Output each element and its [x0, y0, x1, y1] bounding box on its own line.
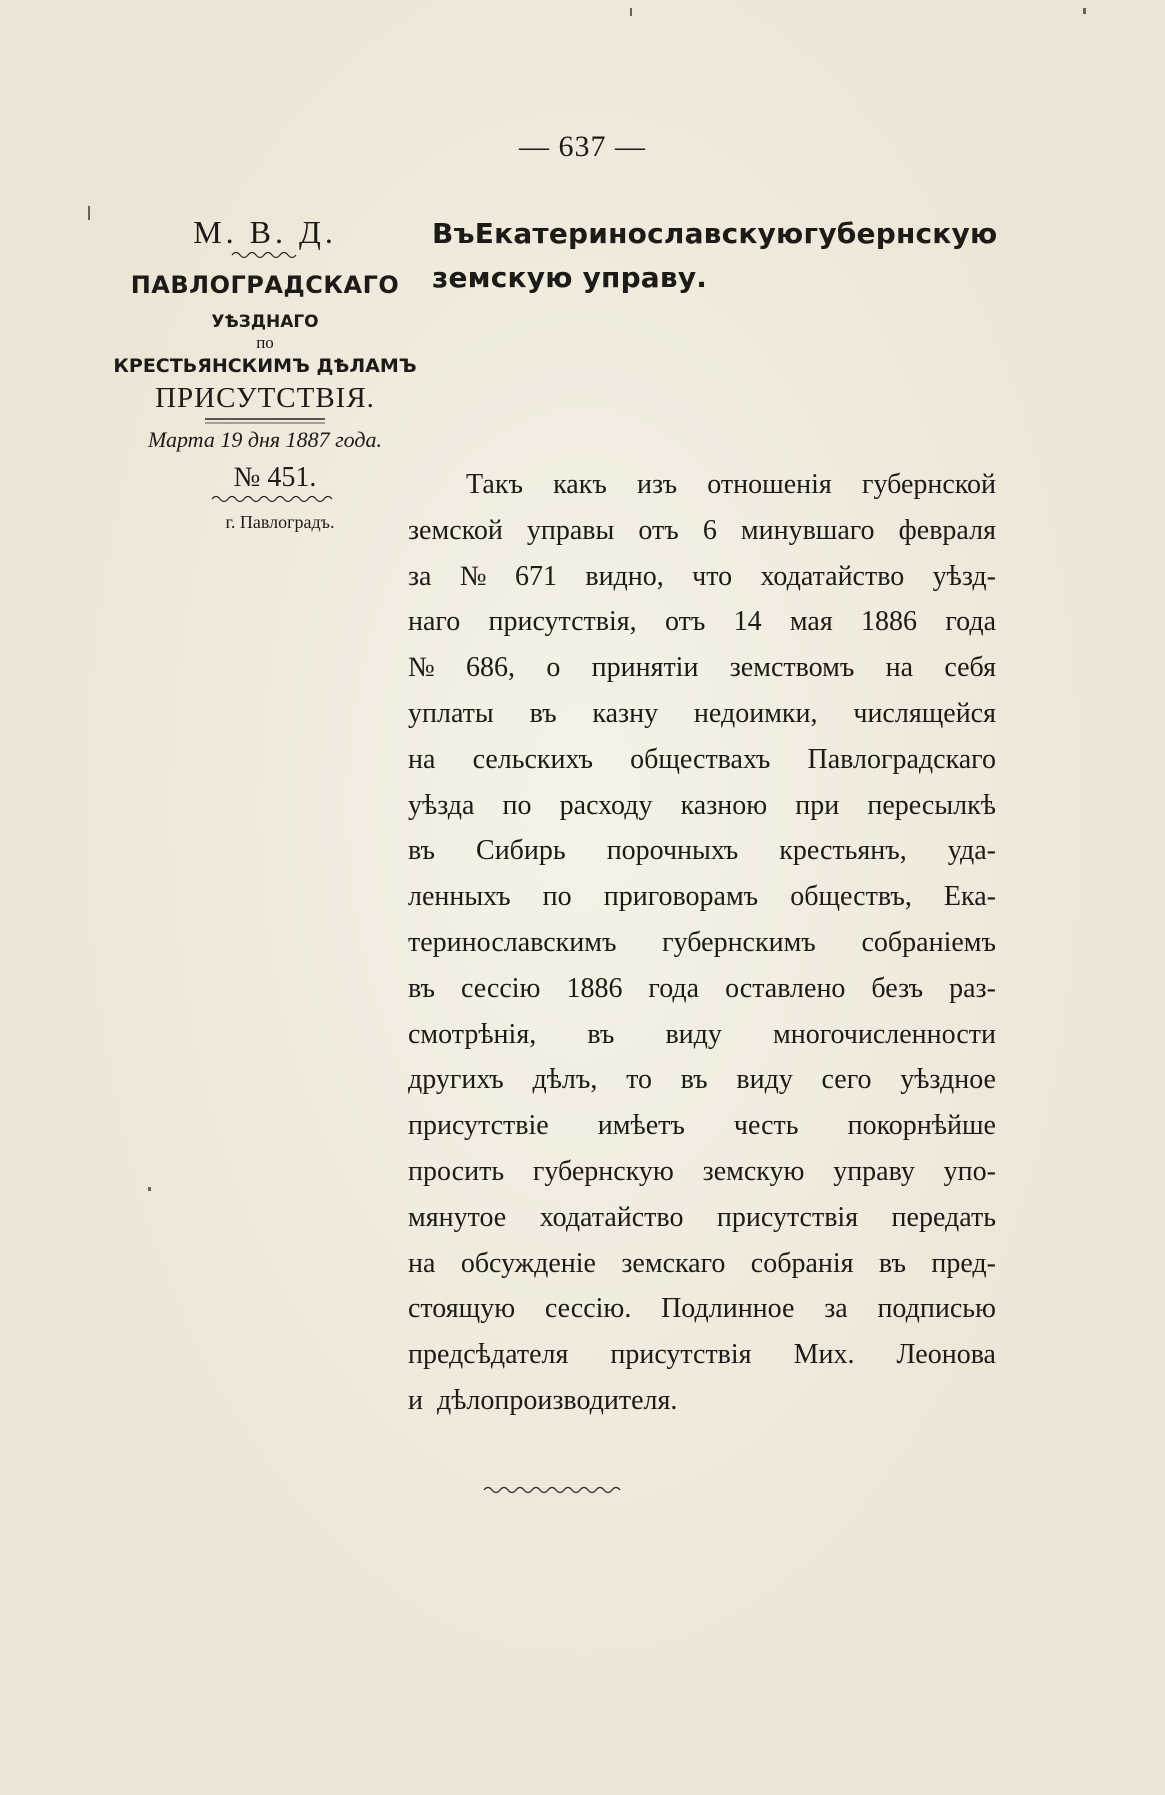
- body-word: по: [502, 789, 532, 821]
- body-word: смотрѣнія,: [408, 1018, 537, 1050]
- body-word: присутствіе: [408, 1110, 549, 1142]
- body-word: о: [546, 652, 561, 684]
- body-word: на: [408, 1247, 436, 1279]
- institution-name-line5: ПРИСУТСТВІЯ.: [155, 382, 375, 414]
- body-word: земскаго: [621, 1247, 726, 1279]
- body-word: теринославскимъ: [408, 926, 617, 958]
- body-word: что: [692, 560, 733, 592]
- body-word: губернскую: [532, 1155, 674, 1187]
- body-word: дѣлъ,: [532, 1064, 598, 1096]
- body-line: [408, 691, 996, 737]
- body-word: стоящую: [408, 1293, 516, 1325]
- body-word: губернскимъ: [662, 926, 816, 958]
- body-word: уда-: [947, 835, 996, 867]
- addressee-word: губернскую: [803, 217, 998, 250]
- body-word: присутствія,: [488, 606, 637, 638]
- body-word: Мих.: [793, 1339, 855, 1371]
- body-word: мянутое: [408, 1201, 507, 1233]
- body-word: казною: [680, 789, 768, 821]
- body-word: управу: [833, 1155, 915, 1187]
- addressee-line1: [432, 212, 998, 256]
- institution-name-line2: УѢЗДНАГО: [211, 312, 319, 332]
- body-word: собранія: [750, 1247, 854, 1279]
- body-word: Сибирь: [476, 835, 566, 867]
- addressee-word: Въ: [432, 217, 475, 250]
- body-word: то: [626, 1064, 652, 1096]
- body-word: приговорамъ: [603, 881, 759, 913]
- body-word: дѣлопроизводителя.: [436, 1384, 678, 1416]
- body-word: другихъ: [408, 1064, 504, 1096]
- body-word: Леонова: [896, 1339, 996, 1371]
- body-word: сельскихъ: [472, 743, 593, 775]
- body-word: на: [885, 652, 914, 684]
- body-word: №: [408, 652, 435, 684]
- body-word: присутствія: [716, 1201, 859, 1233]
- body-word: наго: [408, 606, 461, 638]
- body-line: [408, 1149, 996, 1195]
- body-word: №: [459, 560, 487, 592]
- wavy-rule-icon: [230, 250, 300, 260]
- body-word: Павлоградскаго: [807, 743, 996, 775]
- body-word: присутствія: [610, 1339, 752, 1371]
- body-word: при: [795, 789, 840, 821]
- body-word: имѣетъ: [597, 1110, 685, 1142]
- body-word: 14: [733, 606, 762, 638]
- body-word: года: [648, 972, 700, 1004]
- body-word: порочныхъ: [606, 835, 739, 867]
- body-word: сессію.: [544, 1293, 632, 1325]
- body-word: 671: [514, 560, 557, 592]
- body-line: [408, 1378, 996, 1424]
- letter-body: [408, 462, 996, 1424]
- body-word: года: [945, 606, 996, 638]
- body-word: обсужденіе: [460, 1247, 596, 1279]
- body-word: земской: [408, 514, 503, 546]
- body-word: на: [408, 743, 436, 775]
- body-word: уѣзда: [408, 789, 475, 821]
- body-line: [408, 1012, 996, 1058]
- body-word: передать: [891, 1201, 996, 1233]
- ministry-abbreviation: М. В. Д.: [193, 214, 337, 250]
- scan-speck: [630, 8, 632, 16]
- wavy-rule-icon-2: [210, 494, 340, 504]
- body-word: въ: [529, 697, 557, 729]
- body-word: честь: [733, 1110, 799, 1142]
- sender-block: [100, 214, 430, 534]
- body-word: Ека-: [943, 881, 996, 913]
- body-word: числящейся: [853, 697, 996, 729]
- body-word: земствомъ: [729, 652, 855, 684]
- body-word: казну: [592, 697, 659, 729]
- body-word: въ: [680, 1064, 708, 1096]
- body-word: въ: [408, 972, 436, 1004]
- body-word: пересылкѣ: [867, 789, 996, 821]
- body-word: 1886: [566, 972, 623, 1004]
- body-word: мая: [789, 606, 833, 638]
- body-word: себя: [944, 652, 996, 684]
- body-line: [408, 966, 996, 1012]
- page-number: — 637 —: [519, 130, 646, 163]
- body-word: сессію: [461, 972, 541, 1004]
- closing-ornament-icon: [480, 1484, 630, 1496]
- body-word: 1886: [861, 606, 918, 638]
- addressee-word: Екатеринославскую: [474, 217, 804, 250]
- body-line: [408, 554, 996, 600]
- body-word: видно,: [585, 560, 664, 592]
- body-word: отношенія: [707, 469, 832, 500]
- body-word: пред-: [931, 1247, 996, 1279]
- body-word: раз-: [949, 972, 996, 1004]
- body-word: ходатайство: [760, 560, 905, 592]
- body-line: [408, 645, 996, 691]
- addressee-line2: земскую управу.: [432, 261, 708, 294]
- body-word: крестьянъ,: [779, 835, 907, 867]
- body-word: виду: [665, 1018, 722, 1050]
- body-word: въ: [587, 1018, 615, 1050]
- body-word: уплаты: [408, 697, 494, 729]
- addressee-block: [432, 212, 998, 300]
- body-line: [408, 737, 996, 783]
- body-word: отъ: [664, 606, 706, 638]
- body-word: и: [408, 1384, 423, 1416]
- body-word: какъ: [553, 469, 607, 500]
- body-word: отъ: [638, 514, 679, 546]
- body-line: [408, 1241, 996, 1287]
- body-word: расходу: [559, 789, 653, 821]
- body-line: [408, 508, 996, 554]
- letter-number: № 451.: [233, 462, 317, 493]
- body-word: собраніемъ: [861, 926, 996, 958]
- body-word: изъ: [637, 469, 678, 500]
- body-word: въ: [408, 835, 436, 867]
- body-word: упо-: [943, 1155, 996, 1187]
- body-line: [408, 783, 996, 829]
- body-word: безъ: [871, 972, 924, 1004]
- body-word: ходатайство: [539, 1201, 684, 1233]
- body-word: ленныхъ: [408, 881, 511, 913]
- divider-rule: [195, 416, 335, 426]
- body-word: предсѣдателя: [408, 1339, 569, 1371]
- body-word: въ: [878, 1247, 906, 1279]
- body-word: обществъ,: [790, 881, 912, 913]
- body-word: просить: [408, 1155, 505, 1187]
- letter-date: Марта 19 дня 1887 года.: [147, 427, 383, 452]
- body-line: [408, 1195, 996, 1241]
- institution-name-line1: ПАВЛОГРАДСКАГО: [130, 271, 400, 299]
- body-word: 686,: [466, 652, 516, 684]
- body-word: управы: [526, 514, 615, 546]
- body-word: уѣздное: [900, 1064, 996, 1096]
- body-word: оставлено: [725, 972, 846, 1004]
- body-line: [408, 1057, 996, 1103]
- body-word: обществахъ: [630, 743, 771, 775]
- body-word: Подлинное: [661, 1293, 795, 1325]
- body-line: [408, 920, 996, 966]
- body-word: земскую: [702, 1155, 805, 1187]
- body-word: уѣзд-: [932, 560, 996, 592]
- body-word: Такъ: [466, 469, 523, 500]
- body-word: минувшаго: [740, 514, 875, 546]
- body-line: [408, 1286, 996, 1332]
- institution-name-line4: КРЕСТЬЯНСКИМЪ ДѢЛАМЪ: [113, 355, 417, 377]
- body-word: сего: [821, 1064, 872, 1096]
- body-line: [408, 599, 996, 645]
- body-word: февраля: [898, 514, 996, 546]
- body-word: за: [408, 560, 432, 592]
- scan-speck: [148, 1187, 151, 1191]
- body-word: многочисленности: [773, 1018, 996, 1050]
- body-word: 6: [702, 514, 717, 546]
- body-line: [408, 1332, 996, 1378]
- letter-city: г. Павлоградъ.: [225, 512, 335, 532]
- body-word: по: [542, 881, 572, 913]
- body-line: [408, 874, 996, 920]
- body-word: за: [824, 1293, 848, 1325]
- scan-speck: [1083, 8, 1086, 14]
- body-line: [408, 462, 996, 508]
- body-word: подписью: [877, 1293, 996, 1325]
- body-line: [408, 1103, 996, 1149]
- scan-speck: [88, 206, 90, 220]
- body-word: покорнѣйше: [847, 1110, 996, 1142]
- body-word: недоимки,: [693, 697, 818, 729]
- body-word: принятіи: [591, 652, 699, 684]
- body-line: [408, 828, 996, 874]
- body-word: губернской: [861, 469, 996, 500]
- body-word: виду: [736, 1064, 793, 1096]
- institution-name-line3: по: [256, 333, 274, 352]
